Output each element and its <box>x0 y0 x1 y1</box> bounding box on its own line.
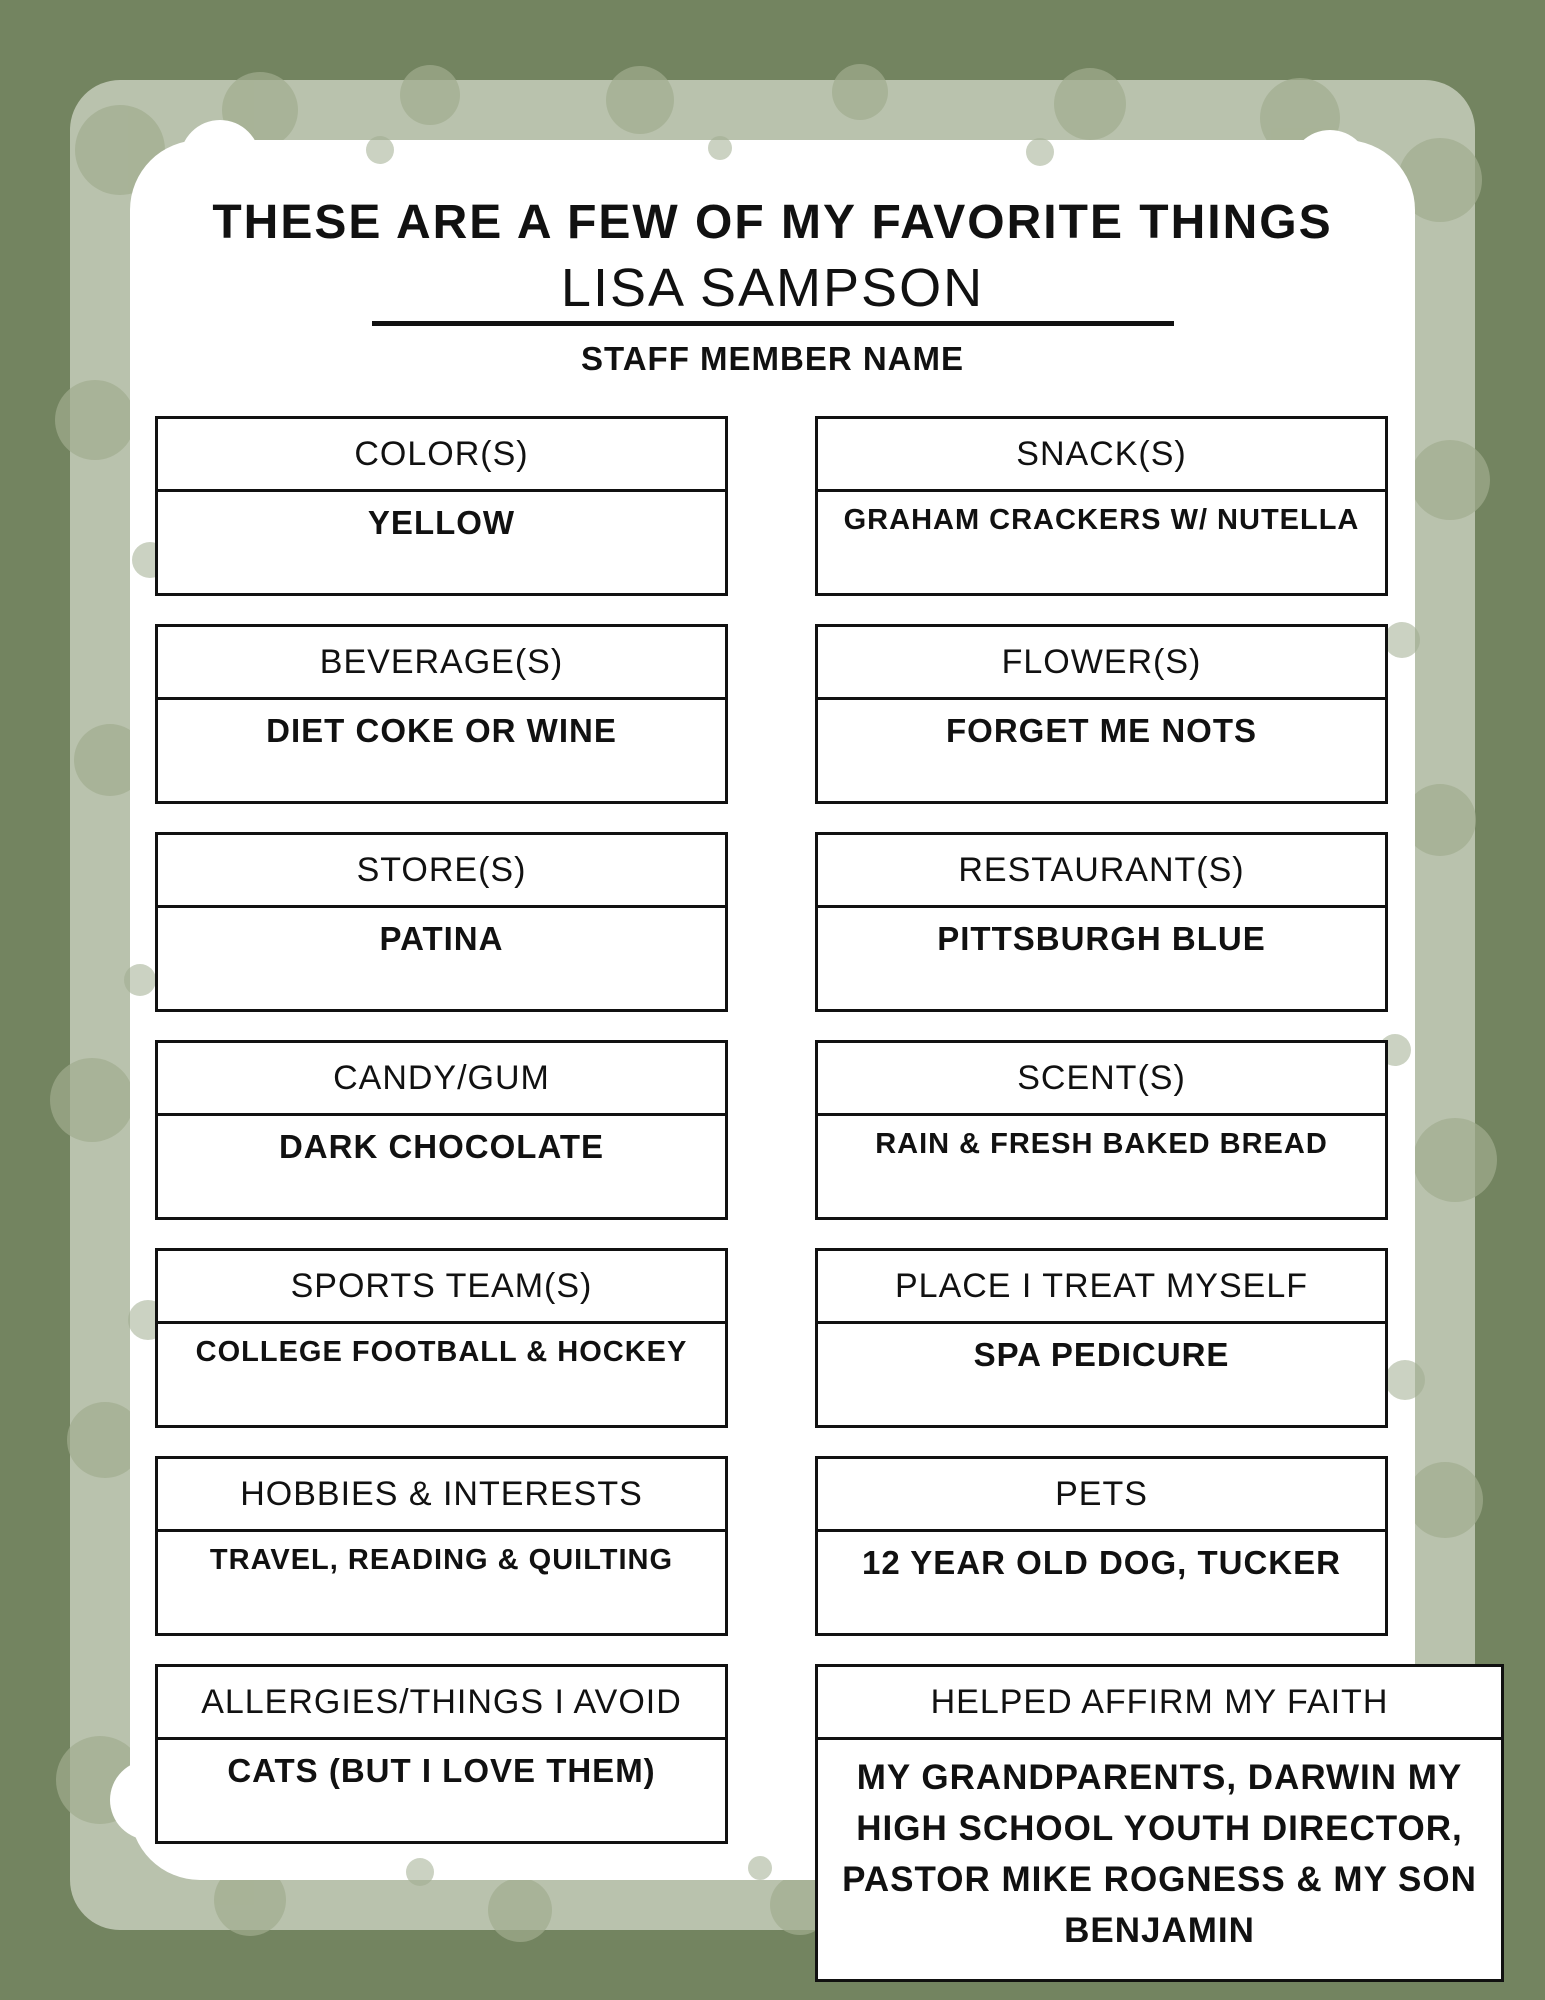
favorite-label: COLOR(S) <box>158 419 725 492</box>
favorite-box-flower <box>815 624 1388 804</box>
favorite-value: DARK CHOCOLATE <box>278 1128 605 1165</box>
favorite-value: FORGET ME NOTS <box>946 712 1257 749</box>
favorite-box-sports-team <box>155 1248 728 1428</box>
favorite-label: SNACK(S) <box>818 419 1385 492</box>
favorite-value: PITTSBURGH BLUE <box>937 920 1266 957</box>
favorite-value: CATS (BUT I LOVE THEM) <box>227 1752 656 1789</box>
favorite-value: YELLOW <box>367 504 516 541</box>
page-title: THESE ARE A FEW OF MY FAVORITE THINGS <box>212 196 1333 249</box>
favorite-value: DIET COKE OR WINE <box>266 712 617 749</box>
favorite-value: SPA PEDICURE <box>973 1336 1230 1373</box>
favorite-box-beverage <box>155 624 728 804</box>
favorite-box-color <box>155 416 728 596</box>
favorite-label: STORE(S) <box>158 835 725 908</box>
favorite-label: SPORTS TEAM(S) <box>158 1251 725 1324</box>
favorite-label: BEVERAGE(S) <box>158 627 725 700</box>
staff-name: LISA SAMPSON <box>560 258 985 318</box>
favorite-value: GRAHAM CRACKERS W/ NUTELLA <box>843 504 1360 536</box>
favorite-label: HELPED AFFIRM MY FAITH <box>818 1667 1501 1740</box>
favorite-label: RESTAURANT(S) <box>818 835 1385 908</box>
favorite-label: PETS <box>818 1459 1385 1532</box>
favorite-value: PATINA <box>379 920 504 957</box>
favorite-label: CANDY/GUM <box>158 1043 725 1116</box>
favorite-box-treat <box>815 1248 1388 1428</box>
favorite-box-store <box>155 832 728 1012</box>
favorite-value: MY GRANDPARENTS, DARWIN MY HIGH SCHOOL YOUTH DIRECTOR, PASTOR MIKE ROGNESS & MY SON BENJAMIN <box>842 1758 1477 1950</box>
favorite-box-faith <box>815 1664 1504 1982</box>
name-caption: STAFF MEMBER NAME <box>580 340 965 377</box>
favorite-value: COLLEGE FOOTBALL & HOCKEY <box>195 1336 688 1368</box>
favorite-box-scent <box>815 1040 1388 1220</box>
favorite-box-candy <box>155 1040 728 1220</box>
favorite-label: SCENT(S) <box>818 1043 1385 1116</box>
favorite-label: ALLERGIES/THINGS I AVOID <box>158 1667 725 1740</box>
name-underline <box>372 321 1174 326</box>
favorite-label: FLOWER(S) <box>818 627 1385 700</box>
favorite-label: HOBBIES & INTERESTS <box>158 1459 725 1532</box>
favorite-box-restaurant <box>815 832 1388 1012</box>
favorite-label: PLACE I TREAT MYSELF <box>818 1251 1385 1324</box>
favorite-box-pets <box>815 1456 1388 1636</box>
favorite-box-snack <box>815 416 1388 596</box>
favorite-value: RAIN & FRESH BAKED BREAD <box>875 1128 1328 1160</box>
favorite-value: TRAVEL, READING & QUILTING <box>209 1544 674 1576</box>
favorite-box-hobbies <box>155 1456 728 1636</box>
favorite-value: 12 YEAR OLD DOG, TUCKER <box>862 1544 1341 1581</box>
favorite-box-allergies <box>155 1664 728 1844</box>
